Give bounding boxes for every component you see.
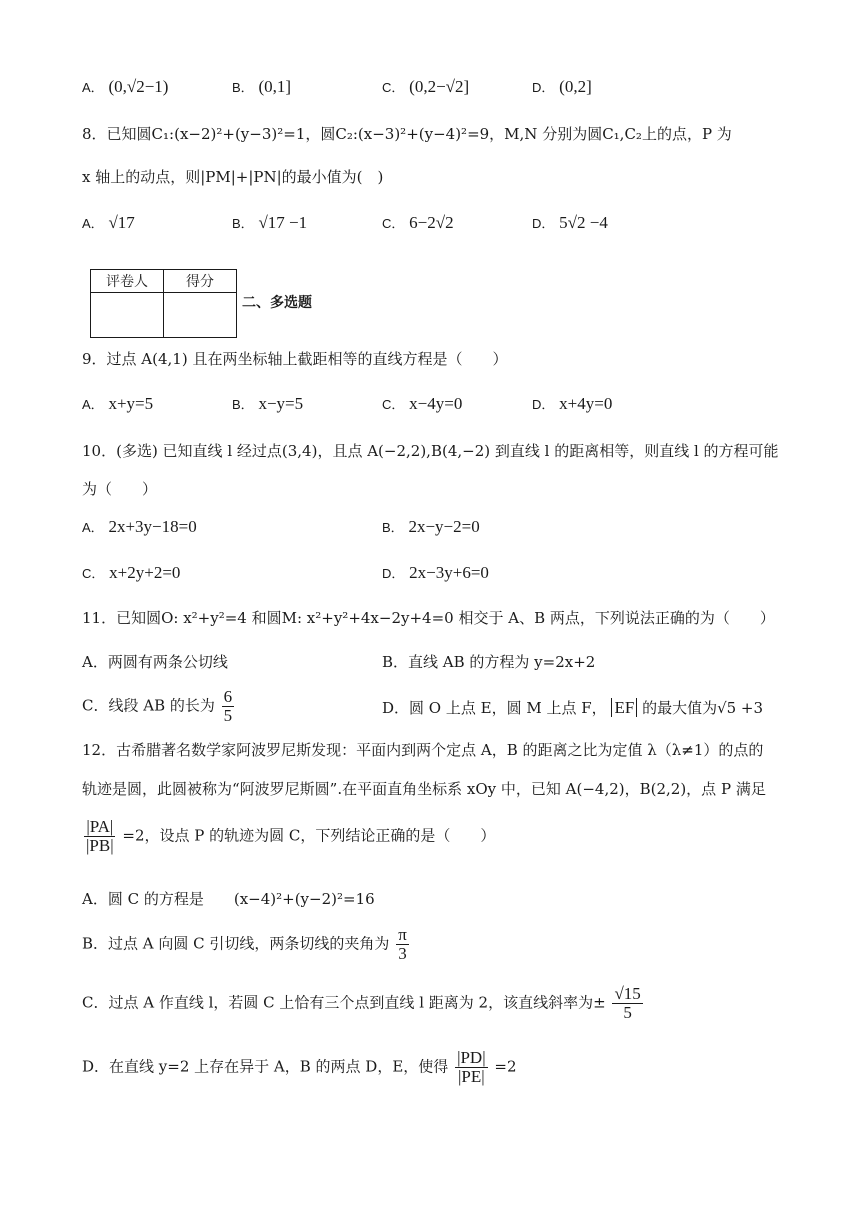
q11-option-c bbox=[82, 688, 236, 725]
option-label: A． bbox=[82, 216, 104, 231]
q12-stem-line3 bbox=[82, 818, 495, 855]
option-text: B．过点 A 向圆 C 引切线，两条切线的夹角为 bbox=[82, 934, 390, 953]
option-text: x+4y=0 bbox=[559, 394, 613, 413]
fraction-denominator: |PE| bbox=[458, 1067, 485, 1086]
abs-value: EF bbox=[611, 698, 637, 717]
q9-option-b bbox=[232, 393, 303, 416]
option-label: C． bbox=[82, 566, 105, 581]
q12-option-c bbox=[82, 985, 645, 1022]
q7-option-d bbox=[532, 76, 592, 99]
q10-option-d bbox=[382, 562, 489, 585]
fraction bbox=[222, 688, 235, 725]
q10-option-b bbox=[382, 516, 480, 539]
option-label: C． bbox=[382, 80, 405, 95]
option-label: D． bbox=[532, 397, 555, 412]
option-label: B． bbox=[232, 216, 254, 231]
option-label: C． bbox=[382, 216, 405, 231]
q8-stem-line2: x 轴上的动点，则|PM|+|PN|的最小值为( ) bbox=[82, 168, 384, 186]
option-text: D．圆 O 上点 E，圆 M 上点 F， bbox=[382, 699, 607, 717]
option-text: x+2y+2=0 bbox=[109, 563, 181, 582]
score-header: 得分 bbox=[164, 270, 237, 293]
option-label: B． bbox=[232, 80, 254, 95]
option-text: 2x+3y−18=0 bbox=[108, 517, 197, 536]
option-text: x−4y=0 bbox=[409, 394, 463, 413]
q12-option-d bbox=[82, 1049, 517, 1086]
option-text: 2x−3y+6=0 bbox=[409, 563, 489, 582]
scoring-table bbox=[90, 269, 237, 338]
q9-option-c bbox=[382, 393, 462, 416]
q11-stem: 11．已知圆O: x²+y²=4 和圆M: x²+y²+4x−2y+4=0 相交于 A、B 两点，下列说法正确的为（ ） bbox=[82, 609, 775, 627]
option-label: D． bbox=[532, 216, 555, 231]
q12-stem-line1: 12．古希腊著名数学家阿波罗尼斯发现：平面内到两个定点 A，B 的距离之比为定值 λ（λ≠1）的点的 bbox=[82, 741, 764, 759]
q10-stem-line2: 为（ ） bbox=[82, 480, 158, 498]
option-text: √17 −1 bbox=[258, 213, 308, 232]
q12-stem-line2: 轨迹是圆，此圆被称为“阿波罗尼斯圆”.在平面直角坐标系 xOy 中，已知 A(−4,2)，B(2,2)，点 P 满足 bbox=[82, 780, 766, 798]
q12-option-a: A．圆 C 的方程是 (x−4)²+(y−2)²=16 bbox=[82, 890, 375, 908]
q11-option-b: B．直线 AB 的方程为 y=2x+2 bbox=[382, 653, 596, 671]
score-cell bbox=[164, 293, 237, 338]
option-label: A． bbox=[82, 520, 104, 535]
option-text: x+y=5 bbox=[108, 394, 154, 413]
q9-stem: 9．过点 A(4,1) 且在两坐标轴上截距相等的直线方程是（ ） bbox=[82, 350, 508, 368]
section-title: 二、多选题 bbox=[242, 294, 312, 310]
q10-option-c bbox=[82, 562, 180, 585]
fraction-numerator: 6 bbox=[223, 687, 233, 706]
q10-stem-line1: 10．(多选) 已知直线 l 经过点(3,4)，且点 A(−2,2),B(4,−2) 到直线 l 的距离相等，则直线 l 的方程可能 bbox=[82, 442, 779, 460]
option-text: x−y=5 bbox=[258, 394, 304, 413]
q8-option-a bbox=[82, 212, 135, 235]
option-text: C．线段 AB 的长为 bbox=[82, 696, 215, 715]
option-label: A． bbox=[82, 80, 104, 95]
option-text: (0,1] bbox=[258, 77, 292, 96]
q8-option-b bbox=[232, 212, 307, 235]
fraction-denominator: 3 bbox=[398, 944, 407, 963]
option-text-post: =2 bbox=[494, 1057, 517, 1076]
q9-option-d bbox=[532, 393, 612, 416]
option-text: (0,2] bbox=[559, 77, 592, 96]
fraction-numerator: √15 bbox=[614, 984, 641, 1003]
fraction-numerator: |PD| bbox=[457, 1048, 486, 1067]
fraction-denominator: |PB| bbox=[86, 836, 114, 855]
option-text: (0,√2−1) bbox=[108, 77, 169, 96]
q11-option-a: A．两圆有两条公切线 bbox=[82, 653, 228, 671]
fraction bbox=[612, 985, 642, 1022]
option-label: B． bbox=[232, 397, 254, 412]
option-text: (0,2−√2] bbox=[409, 77, 470, 96]
fraction-denominator: 5 bbox=[223, 706, 233, 725]
q10-option-a bbox=[82, 516, 197, 539]
q8-option-d bbox=[532, 212, 608, 235]
fraction bbox=[84, 818, 116, 855]
option-text: C．过点 A 作直线 l，若圆 C 上恰有三个点到直线 l 距离为 2，该直线斜率为± bbox=[82, 993, 606, 1012]
option-text: D．在直线 y=2 上存在异于 A，B 的两点 D，E，使得 bbox=[82, 1057, 449, 1076]
q9-option-a bbox=[82, 393, 153, 416]
fraction-numerator: π bbox=[398, 925, 407, 944]
q8-stem-line1: 8．已知圆C₁:(x−2)²+(y−3)²=1，圆C₂:(x−3)²+(y−4)²=9，M,N 分别为圆C₁,C₂上的点，P 为 bbox=[82, 125, 732, 143]
q7-option-a bbox=[82, 76, 168, 99]
option-label: D． bbox=[532, 80, 555, 95]
stem-text: =2，设点 P 的轨迹为圆 C，下列结论正确的是（ ） bbox=[122, 826, 496, 845]
fraction bbox=[455, 1049, 488, 1086]
q11-option-d bbox=[382, 697, 763, 719]
option-label: A． bbox=[82, 397, 104, 412]
scorer-header: 评卷人 bbox=[91, 270, 164, 293]
q12-option-b bbox=[82, 926, 411, 963]
option-text: 6−2√2 bbox=[409, 213, 454, 232]
q7-option-b bbox=[232, 76, 291, 99]
option-label: B． bbox=[382, 520, 404, 535]
fraction-denominator: 5 bbox=[623, 1003, 632, 1022]
option-text-post: 的最大值为√5 +3 bbox=[642, 699, 764, 717]
option-text: √17 bbox=[108, 213, 135, 232]
fraction-numerator: |PA| bbox=[86, 817, 114, 836]
scorer-cell bbox=[91, 293, 164, 338]
q8-option-c bbox=[382, 212, 454, 235]
fraction bbox=[396, 926, 409, 963]
option-label: D． bbox=[382, 566, 405, 581]
q7-option-c bbox=[382, 76, 469, 99]
option-text: 2x−y−2=0 bbox=[408, 517, 480, 536]
option-label: C． bbox=[382, 397, 405, 412]
option-text: 5√2 −4 bbox=[559, 213, 608, 232]
